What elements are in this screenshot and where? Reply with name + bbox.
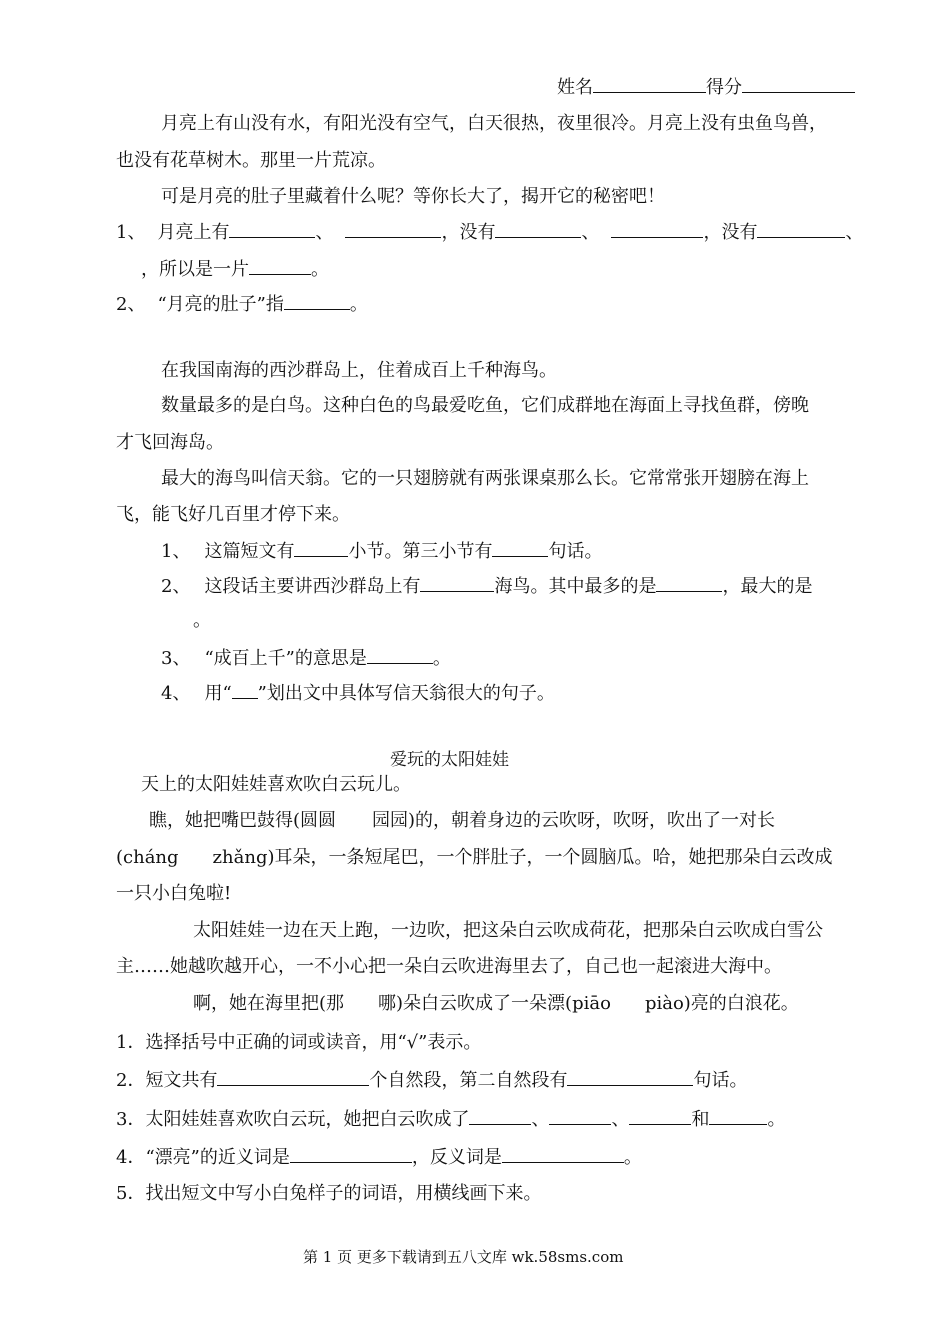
question-text: ，所以是一片 [141,259,249,280]
answer-blank[interactable] [611,221,703,238]
s1-paragraph-1a: 月亮上有山没有水，有阳光没有空气，白天很热，夜里很冷。月亮上没有虫鱼鸟兽， [161,113,827,134]
question-number: 1、 [116,222,146,243]
question-text: “成百上千”的意思是 [204,648,367,669]
question-text: 、 [531,1109,550,1130]
question-number: 3、 [161,648,191,669]
paragraph-text: (cháng [116,847,179,868]
question-text: 海鸟。其中最多的是 [494,576,657,597]
question-text: 句话。 [693,1070,748,1091]
question-number: 1、 [161,541,191,562]
question-text: 。 [767,1109,786,1130]
s1-paragraph-2: 可是月亮的肚子里藏着什么呢？等你长大了，揭开它的秘密吧！ [161,186,665,207]
question-text: 4．“漂亮”的近义词是 [116,1147,290,1168]
answer-blank[interactable] [284,293,350,310]
answer-blank[interactable] [656,575,722,592]
s2-question-2 [161,575,812,598]
s2-paragraph-3b: 飞，能飞好几百里才停下来。 [116,504,350,525]
score-field[interactable] [742,76,855,93]
question-text: 、 [315,222,334,243]
question-text: 、 [581,222,600,243]
header-name-score [557,76,855,99]
s3-question-2 [116,1069,747,1092]
question-text: 。 [432,648,451,669]
question-text: ”划出文中具体写信天翁很大的句子。 [257,683,555,704]
question-text: 这段话主要讲西沙群岛上有 [204,576,421,597]
answer-blank[interactable] [290,1146,412,1163]
answer-blank[interactable] [757,221,845,238]
s3-paragraph-2b [116,847,833,869]
name-field[interactable] [593,76,706,93]
question-text: 用“ [204,683,232,704]
s3-paragraph-3a: 太阳娃娃一边在天上跑，一边吹，把这朵白云吹成荷花，把那朵白云吹成白雪公 [193,920,823,941]
s1-question-2 [116,293,368,316]
answer-blank[interactable] [469,1108,531,1125]
score-label: 得分 [706,77,742,98]
paragraph-text: zhǎng)耳朵，一条短尾巴，一个胖肚子，一个圆脑瓜。哈，她把那朵白云改成 [212,847,833,868]
s1-question-1-line-2 [141,258,329,281]
s3-paragraph-4 [193,993,799,1015]
question-text: 句话。 [548,541,603,562]
answer-blank[interactable] [249,258,311,275]
question-number: 2、 [116,294,146,315]
answer-blank[interactable] [709,1108,767,1125]
answer-blank[interactable] [420,575,494,592]
answer-blank[interactable] [567,1069,693,1086]
paragraph-text: 啊，她在海里把(那 [193,993,345,1014]
question-text: 个自然段，第二自然段有 [369,1070,568,1091]
answer-blank[interactable] [629,1108,691,1125]
underline-sample [232,682,258,699]
s3-paragraph-3b: 主……她越吹越开心，一不小心把一朵白云吹进海里去了，自己也一起滚进大海中。 [116,956,782,977]
question-text: 。 [349,294,368,315]
question-text: ，没有 [441,222,496,243]
question-text: ，没有 [703,222,758,243]
answer-blank[interactable] [345,221,441,238]
s1-question-1 [116,221,863,244]
s3-question-3 [116,1108,785,1131]
paragraph-text: 园园)的，朝着身边的云吹呀，吹呀，吹出了一对长 [372,810,776,831]
question-number: 4、 [161,683,191,704]
s3-question-5: 5．找出短文中写小白兔样子的词语，用横线画下来。 [116,1183,542,1204]
question-number: 2、 [161,576,191,597]
s2-paragraph-2a: 数量最多的是白鸟。这种白色的鸟最爱吃鱼，它们成群地在海面上寻找鱼群，傍晚 [161,395,809,416]
question-text: “月亮的肚子”指 [157,294,284,315]
s3-question-1: 1．选择括号中正确的词或读音，用“√”表示。 [116,1032,482,1053]
question-text: ，最大的是 [722,576,813,597]
s2-question-3 [161,647,451,670]
s3-paragraph-1: 天上的太阳娃娃喜欢吹白云玩儿。 [141,774,411,795]
answer-blank[interactable] [502,1146,624,1163]
s2-question-2-end: 。 [193,610,211,631]
question-text: 。 [623,1147,642,1168]
s2-paragraph-1: 在我国南海的西沙群岛上，住着成百上千种海鸟。 [161,360,557,381]
s3-question-4 [116,1146,642,1169]
question-text: 2．短文共有 [116,1070,218,1091]
answer-blank[interactable] [217,1069,369,1086]
s2-paragraph-3a: 最大的海鸟叫信天翁。它的一只翅膀就有两张课桌那么长。它常常张开翅膀在海上 [161,468,809,489]
question-text: 、 [845,222,864,243]
s2-paragraph-2b: 才飞回海岛。 [116,432,224,453]
s3-paragraph-2a [149,810,775,832]
s2-question-4 [161,682,555,705]
question-text: 小节。第三小节有 [348,541,493,562]
answer-blank[interactable] [294,540,348,557]
answer-blank[interactable] [229,221,315,238]
paragraph-text: 瞧，她把嘴巴鼓得(圆圆 [149,810,337,831]
s2-question-1 [161,540,602,563]
s3-paragraph-2c: 一只小白兔啦! [116,883,232,904]
page-footer: 第 1 页 更多下载请到五八文库 wk.58sms.com [303,1248,624,1266]
question-text: 、 [611,1109,630,1130]
question-text: 和 [691,1109,710,1130]
paragraph-text: 哪)朵白云吹成了一朵漂(piāo [378,993,611,1014]
question-text: 这篇短文有 [204,541,295,562]
name-label: 姓名 [557,77,593,98]
question-text: 月亮上有 [157,222,230,243]
answer-blank[interactable] [495,221,581,238]
paragraph-text: piào)亮的白浪花。 [644,993,799,1014]
story-title: 爱玩的太阳娃娃 [390,750,509,770]
answer-blank[interactable] [549,1108,611,1125]
question-text: 。 [311,259,329,280]
question-text: ，反义词是 [411,1147,502,1168]
answer-blank[interactable] [367,647,433,664]
s1-paragraph-1b: 也没有花草树木。那里一片荒凉。 [116,150,386,171]
answer-blank[interactable] [492,540,548,557]
question-text: 3．太阳娃娃喜欢吹白云玩，她把白云吹成了 [116,1109,470,1130]
